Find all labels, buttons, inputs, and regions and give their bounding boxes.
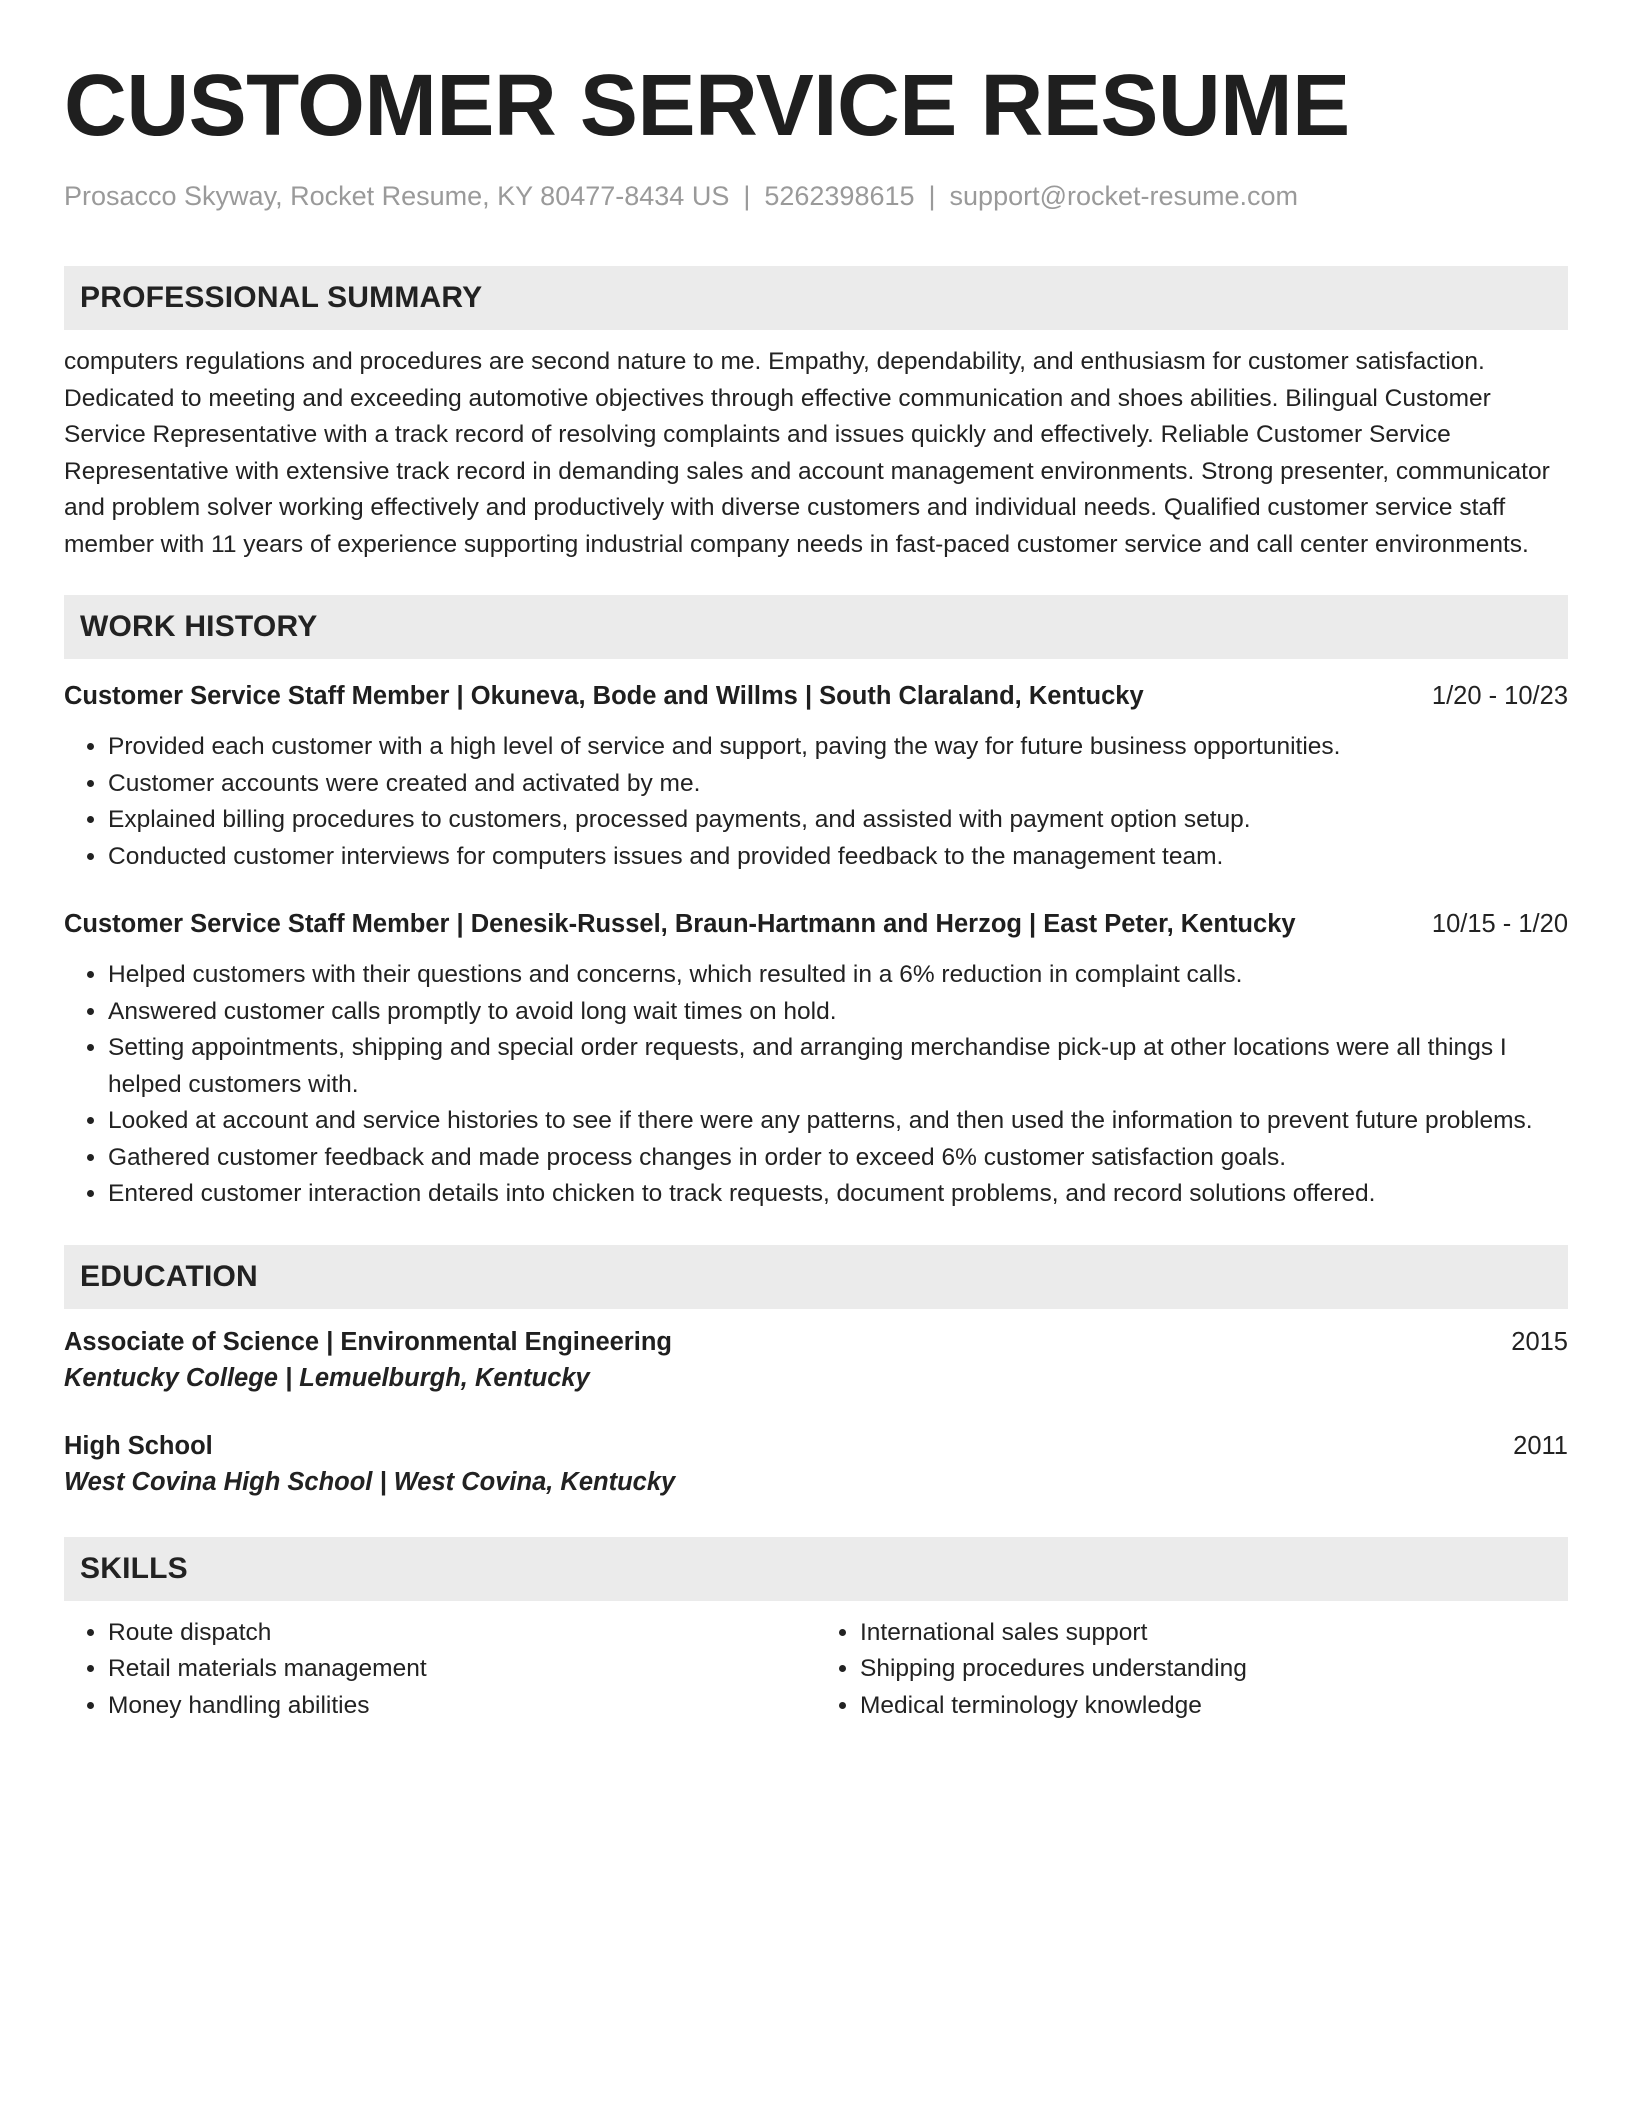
resume-title: CUSTOMER SERVICE RESUME xyxy=(64,57,1350,154)
education-entry xyxy=(64,1325,1568,1397)
job-bullet: • Gathered customer feedback and made process changes in order to exceed 6% customer satisfaction goals. xyxy=(108,1140,1568,1177)
job-bullets xyxy=(64,729,1568,875)
skill-item: • Route dispatch xyxy=(108,1615,816,1652)
education-school: Kentucky College | Lemuelburgh, Kentucky xyxy=(64,1363,590,1392)
contact-email: support@rocket-resume.com xyxy=(949,181,1299,211)
job-entry xyxy=(64,907,1568,1213)
job-bullet: • Provided each customer with a high level of service and support, paving the way for future business opportunities. xyxy=(108,729,1568,766)
education-degree: High School xyxy=(64,1431,213,1460)
job-bullet: • Setting appointments, shipping and special order requests, and arranging merchandise pick-up at other locations were all things I helped customers with. xyxy=(108,1030,1568,1103)
contact-separator: | xyxy=(743,181,751,211)
skill-item: • Money handling abilities xyxy=(108,1688,816,1725)
job-bullet: • Answered customer calls promptly to avoid long wait times on hold. xyxy=(108,994,1568,1031)
section-header-summary: PROFESSIONAL SUMMARY xyxy=(64,266,1568,330)
contact-phone: 5262398615 xyxy=(764,181,915,211)
education-year: 2011 xyxy=(1513,1431,1568,1460)
job-bullet: • Entered customer interaction details into chicken to track requests, document problems, and record solutions offered. xyxy=(108,1176,1568,1213)
skill-item: • Shipping procedures understanding xyxy=(860,1651,1568,1688)
education-entry xyxy=(64,1429,1568,1501)
job-entry xyxy=(64,679,1568,875)
contact-separator: | xyxy=(928,181,936,211)
skills-column-right xyxy=(816,1615,1568,1725)
education-degree: Associate of Science | Environmental Engineering xyxy=(64,1327,672,1356)
education-school: West Covina High School | West Covina, Kentucky xyxy=(64,1467,676,1496)
skill-item: • Medical terminology knowledge xyxy=(860,1688,1568,1725)
job-dates: 1/20 - 10/23 xyxy=(1431,682,1568,710)
job-title: Customer Service Staff Member | Okuneva, Bode and Willms | South Claraland, Kentucky xyxy=(64,682,1144,710)
skills-list xyxy=(64,1615,1568,1725)
job-bullet: • Customer accounts were created and activated by me. xyxy=(108,766,1568,803)
skills-column-left xyxy=(64,1615,816,1725)
job-bullet: • Looked at account and service histories to see if there were any patterns, and then used the information to prevent future problems. xyxy=(108,1103,1568,1140)
job-bullet: • Explained billing procedures to customers, processed payments, and assisted with payment option setup. xyxy=(108,802,1568,839)
education-year: 2015 xyxy=(1511,1327,1568,1356)
job-title: Customer Service Staff Member | Denesik-Russel, Braun-Hartmann and Herzog | East Peter, Kentucky xyxy=(64,910,1296,938)
job-bullet: • Conducted customer interviews for computers issues and provided feedback to the management team. xyxy=(108,839,1568,876)
summary-paragraph: computers regulations and procedures are second nature to me. Empathy, dependability, and enthusiasm for customer satisfaction. Dedicated to meeting and exceeding automotive objectives through effective communication and shoes abilities. Bilingual Customer Service Representative with a track record of resolving complaints and issues quickly and effectively. Reliable Customer Service Representative with extensive track record in demanding sales and account management environments. Strong presenter, communicator and problem solver working effectively and productively with diverse customers and individual needs. Qualified customer service staff member with 11 years of experience supporting industrial company needs in fast-paced customer service and call center environments. xyxy=(64,348,1550,558)
contact-address: Prosacco Skyway, Rocket Resume, KY 80477-8434 US xyxy=(64,181,730,211)
section-header-education: EDUCATION xyxy=(64,1245,1568,1309)
skill-item: • Retail materials management xyxy=(108,1651,816,1688)
job-bullet: • Helped customers with their questions and concerns, which resulted in a 6% reduction in complaint calls. xyxy=(108,957,1568,994)
job-bullets xyxy=(64,957,1568,1213)
section-header-work-history: WORK HISTORY xyxy=(64,595,1568,659)
contact-line xyxy=(64,178,1568,214)
job-dates: 10/15 - 1/20 xyxy=(1431,910,1568,938)
section-header-skills: SKILLS xyxy=(64,1537,1568,1601)
skill-item: • International sales support xyxy=(860,1615,1568,1652)
